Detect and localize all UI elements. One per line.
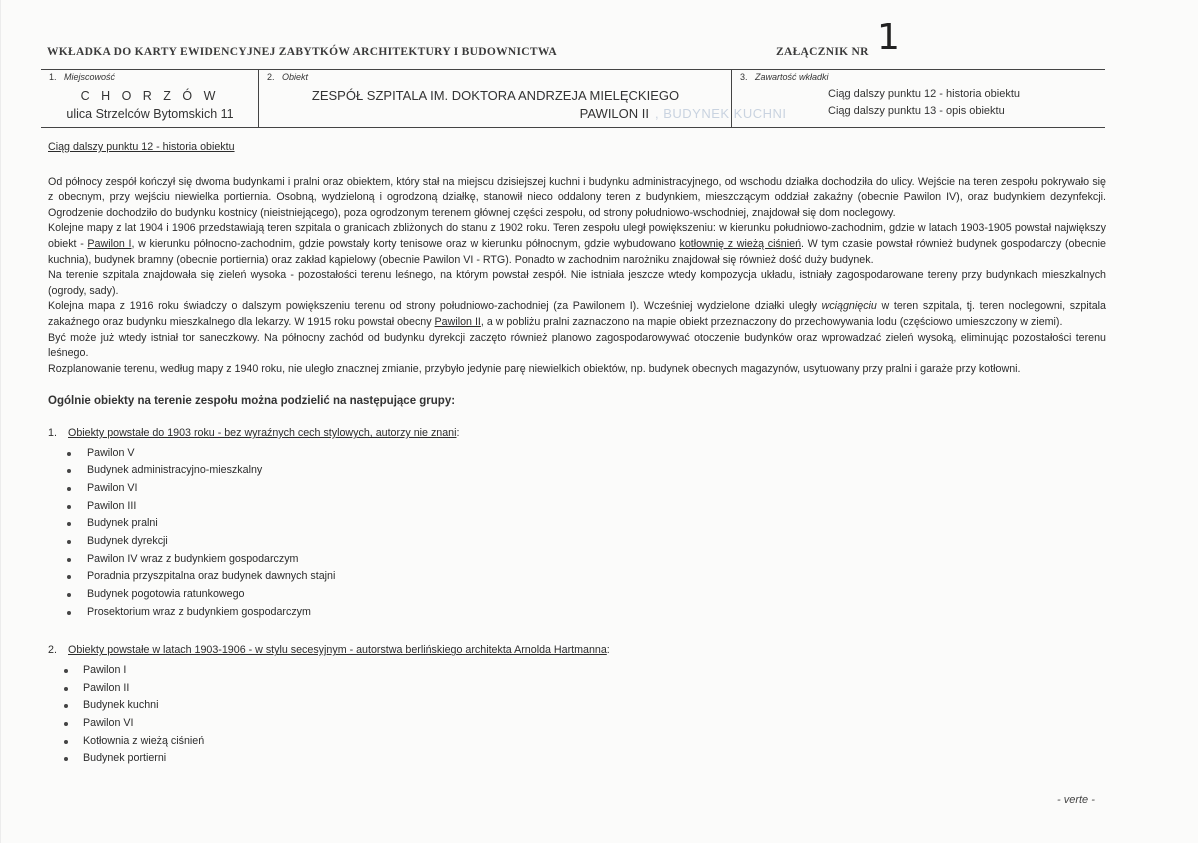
- list-item: Budynek dyrekcji: [48, 533, 1106, 551]
- annex-number: 1: [877, 17, 900, 58]
- bullet-icon: [64, 704, 68, 708]
- kotlownia-ref: kotłownię z wieżą ciśnień: [679, 237, 802, 250]
- form-title: WKŁADKA DO KARTY EWIDENCYJNEJ ZABYTKÓW ARCHITEKTURY I BUDOWNICTWA: [47, 46, 557, 58]
- section-title: Ciąg dalszy punktu 12 - historia obiektu: [48, 141, 235, 153]
- bullet-icon: [64, 757, 68, 761]
- group-1-title: Obiekty powstałe do 1903 roku - bez wyraźnych cech stylowych, autorzy nie znani: [68, 426, 457, 439]
- contents-line-2: Ciąg dalszy punktu 13 - opis obiektu: [828, 105, 1005, 117]
- group-1: [48, 426, 1106, 621]
- paragraph-5: Być może już wtedy istniał tor saneczkowy. Na północny zachód od budynku dyrekcji zaczęto również planowo zagospodarowywać otoczenie budynków oraz wprowadzać zieleń wysoką, eliminując pozostałości terenu leśnego.: [48, 331, 1106, 360]
- list-item: Pawilon I: [48, 662, 1106, 680]
- list-item: Pawilon VI: [48, 715, 1106, 733]
- paragraph-1: Od północy zespół kończył się dwoma budynkami i pralni oraz obiektem, który stał na miejscu dzisiejszej kuchni i budynku administracyjnego, od wschodu działka dochodziła do ulicy. Wejście na teren zespołu pokrywało się z obecnym, przy wejściu niewielka portiernia. Osobną, wydzieloną i ogrodzoną działkę, stanowił nieco oddalony teren z budynkiem, mieszczącym oddział zakaźny (obecnie Pawilon IV), oraz budynkiem dezynfekcji. Ogrodzenie dochodziło do budynku kostnicy (nieistniejącego), poza ogrodzonym terenem głównej części zespołu, od strony południowo-wschodniej, znajdował się dom noclegowy.: [48, 175, 1106, 219]
- emphasis-word: wciągnięciu: [821, 300, 877, 313]
- location-cell: [41, 70, 259, 127]
- bullet-icon: [64, 740, 68, 744]
- group-2-title: Obiekty powstałe w latach 1903-1906 - w stylu secesyjnym - autorstwa berlińskiego architekta Arnolda Hartmanna: [68, 644, 607, 657]
- group-2: [48, 643, 1106, 768]
- list-item: Pawilon IV wraz z budynkiem gospodarczym: [48, 551, 1106, 569]
- list-item: Budynek pogotowia ratunkowego: [48, 586, 1106, 604]
- object-subname: PAWILON II: [579, 106, 649, 121]
- bullet-icon: [67, 505, 71, 509]
- header-table: [41, 69, 1105, 128]
- contents-label: 3. Zawartość wkładki: [740, 72, 829, 82]
- bullet-icon: [67, 522, 71, 526]
- paragraph-3: Na terenie szpitala znajdowała się zieleń wysoka - pozostałości terenu leśnego, na którym powstał zespół. Nie istniała jeszcze wtedy kompozycja układu, istniały zagospodarowane tereny przy budynkach mieszkalnych (ogrody, sady).: [48, 269, 1106, 297]
- bullet-icon: [67, 487, 71, 491]
- list-item: Budynek portierni: [48, 750, 1106, 768]
- list-item: Pawilon III: [48, 498, 1106, 516]
- bullet-icon: [67, 575, 71, 579]
- street-address: ulica Strzelców Bytomskich 11: [66, 107, 234, 121]
- group-1-heading: 1. Obiekty powstałe do 1903 roku - bez wyraźnych cech stylowych, autorzy nie znani:: [48, 426, 460, 439]
- object-label: 2. Obiekt: [267, 72, 309, 82]
- pawilon-i-ref: Pawilon I: [87, 237, 132, 250]
- contents-line-1: Ciąg dalszy punktu 12 - historia obiektu: [828, 88, 1020, 100]
- pawilon-ii-ref: Pawilon II: [434, 315, 481, 328]
- list-item: Budynek administracyjno-mieszkalny: [48, 462, 1106, 480]
- bullet-icon: [67, 558, 71, 562]
- list-item: Pawilon II: [48, 680, 1106, 698]
- annex-label: ZAŁĄCZNIK NR: [776, 46, 869, 58]
- paragraph-2: Kolejne mapy z lat 1904 i 1906 przedstawiają teren szpitala o granicach zbliżonych do stanu z 1902 roku. Teren zespołu uległ powiększeniu: w kierunku południowo-zachodnim, gdzie w latach 1903-1905 powstał największy obiekt - Pawilon I, w kierunku północno-zachodnim, gdzie powstały korty tenisowe oraz w kierunku północnym, gdzie wybudowano kotłownię z wieżą ciśnień. W tym czasie powstał również budynek gospodarczy (obecnie kuchnia), budynek bramny (obecnie portiernia) oraz zakład kąpielowy (obecnie Pawilon VI - RTG). Ponadto w zachodnim narożniku znajdował się również dość duży budynek.: [48, 222, 1106, 266]
- groups-title: Ogólnie obiekty na terenie zespołu można podzielić na następujące grupy:: [48, 395, 456, 408]
- bullet-icon: [67, 540, 71, 544]
- list-item: Budynek kuchni: [48, 697, 1106, 715]
- group-1-list: [48, 445, 1106, 622]
- bullet-icon: [67, 469, 71, 473]
- city-name: C H O R Z Ó W: [80, 89, 220, 103]
- list-item: Pawilon V: [48, 445, 1106, 463]
- object-name: ZESPÓŁ SZPITALA IM. DOKTORA ANDRZEJA MIELĘCKIEGO: [311, 88, 680, 103]
- bullet-icon: [64, 722, 68, 726]
- verte-note: - verte -: [1057, 794, 1095, 806]
- list-item: Budynek pralni: [48, 515, 1106, 533]
- contents-cell: [732, 70, 1105, 127]
- bullet-icon: [67, 593, 71, 597]
- bullet-icon: [67, 452, 71, 456]
- body-text: [48, 140, 1106, 768]
- list-item: Kotłownia z wieżą ciśnień: [48, 733, 1106, 751]
- list-item: Poradnia przyszpitalna oraz budynek dawnych stajni: [48, 568, 1106, 586]
- group-2-heading: 2. Obiekty powstałe w latach 1903-1906 - w stylu secesyjnym - autorstwa berlińskiego architekta Arnolda Hartmanna:: [48, 644, 610, 657]
- paragraph-6: Rozplanowanie terenu, według mapy z 1940 roku, nie uległo znacznej zmianie, przybyło jedynie parę niewielkich obiektów, np. budynek obecnych magazynów, usytuowany przy pralni i garaże przy kotłowni.: [48, 362, 1021, 375]
- bullet-icon: [64, 687, 68, 691]
- group-2-list: [48, 662, 1106, 768]
- list-item: Prosektorium wraz z budynkiem gospodarczym: [48, 604, 1106, 622]
- bullet-icon: [64, 669, 68, 673]
- object-faint-text: , BUDYNEK KUCHNI: [655, 106, 787, 121]
- paragraph-4: Kolejna mapa z 1916 roku świadczy o dalszym powiększeniu terenu od strony południowo-zachodniej (za Pawilonem I). Wcześniej wydzielone działki uległy wciągnięciu w teren szpitala, tj. teren noclegowni, szpitala zakaźnego oraz budynku mieszkalnego dla lekarzy. W 1915 roku powstał obecny Pawilon II, a w pobliżu pralni zaznaczono na mapie obiekt przeznaczony do przechowywania lodu (częściowo umieszczony w ziemi).: [48, 300, 1106, 328]
- form-header: [47, 46, 1107, 62]
- location-label: 1. Miejscowość: [49, 72, 116, 82]
- list-item: Pawilon VI: [48, 480, 1106, 498]
- bullet-icon: [67, 611, 71, 615]
